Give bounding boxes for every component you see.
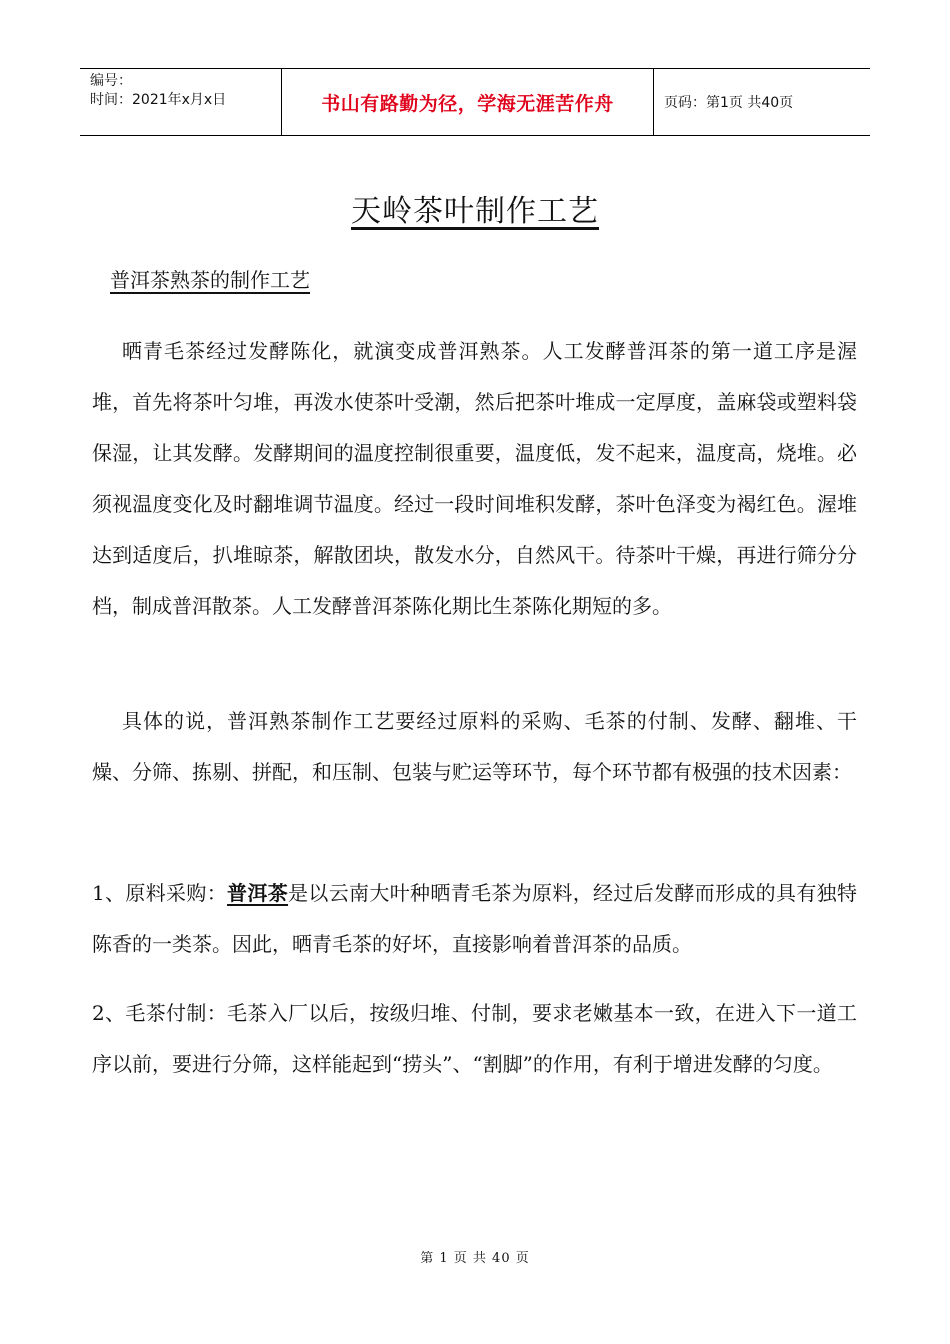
document-title: 天岭茶叶制作工艺 [351, 194, 599, 229]
time-label: 时间：2021年x月x日 [90, 92, 227, 108]
header-motto: 书山有路勤为径，学海无涯苦作舟 [281, 69, 654, 135]
number-label: 编号： [90, 73, 132, 89]
header-page-info: 页码：第1页 共40页 [664, 95, 794, 111]
paragraph-2: 具体的说，普洱熟茶制作工艺要经过原料的采购、毛茶的付制、发酵、翻堆、干燥、分筛、拣剔、拼配，和压制、包装与贮运等环节，每个环节都有极强的技术因素： [92, 709, 857, 784]
page-header [80, 68, 870, 136]
puer-tea-link[interactable]: 普洱茶 [227, 881, 289, 905]
list-item-1 [92, 868, 857, 970]
paragraph-1: 晒青毛茶经过发酵陈化，就演变成普洱熟茶。人工发酵普洱茶的第一道工序是渥堆，首先将茶叶匀堆，再泼水使茶叶受潮，然后把茶叶堆成一定厚度，盖麻袋或塑料袋保湿，让其发酵。发酵期间的温度控制很重要，温度低，发不起来，温度高，烧堆。必须视温度变化及时翻堆调节温度。经过一段时间堆积发酵，茶叶色泽变为褐红色。渥堆达到适度后，扒堆晾茶，解散团块，散发水分，自然风干。待茶叶干燥，再进行筛分分档，制成普洱散茶。人工发酵普洱茶陈化期比生茶陈化期短的多。 [92, 339, 857, 618]
list-item-2: 2、毛茶付制：毛茶入厂以后，按级归堆、付制，要求老嫩基本一致，在进入下一道工序以前，要进行分筛，这样能起到“捞头”、“割脚”的作用，有利于增进发酵的匀度。 [92, 1001, 857, 1076]
list-item-1-prefix: 1、原料采购： [92, 881, 228, 905]
section-subtitle: 普洱茶熟茶的制作工艺 [110, 268, 310, 292]
list-item-1-text: 是以云南大叶种晒青毛茶为原料，经过后发酵而形成的具有独特陈香的一类茶。因此，晒青毛茶的好坏，直接影响着普洱茶的品质。 [92, 881, 857, 956]
page-footer: 第 1 页 共 40 页 [420, 1251, 530, 1266]
header-meta [80, 69, 281, 135]
